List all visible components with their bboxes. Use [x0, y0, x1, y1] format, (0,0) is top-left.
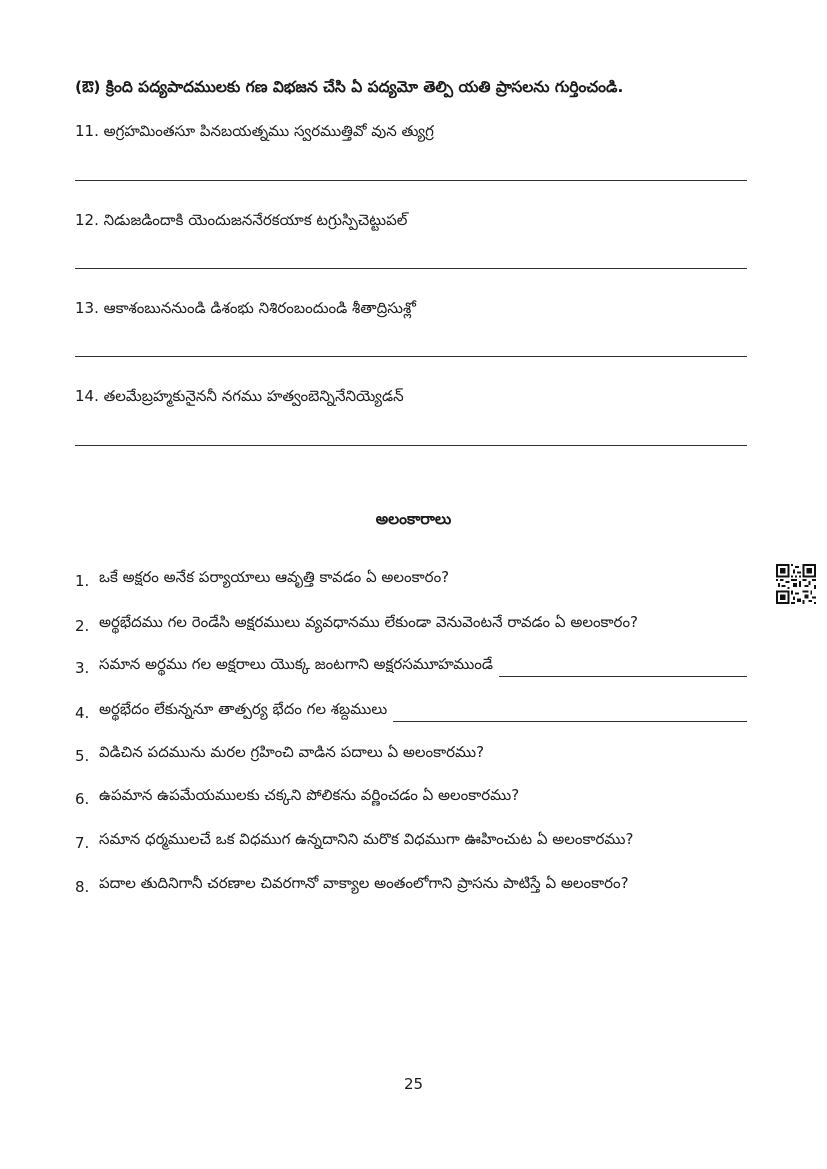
- question-12: [75, 211, 747, 233]
- answer-line[interactable]: [75, 268, 747, 269]
- answer-line[interactable]: [75, 356, 747, 357]
- item-text: ఉపమాన ఉపమేయములకు చక్కని పోలికను వర్ణించడం ఏ అలంకారము?: [99, 786, 520, 804]
- item-number: 6.: [75, 790, 90, 808]
- list-item: [75, 874, 747, 896]
- answer-line[interactable]: [75, 180, 747, 181]
- answer-line[interactable]: [75, 445, 747, 446]
- list-item: [75, 568, 747, 590]
- item-text: సమాన ధర్మములచే ఒక విధముగ ఉన్నదానిని మరొక విధముగా ఊహించుట ఏ అలంకారము?: [99, 830, 634, 848]
- item-number: 2.: [75, 617, 90, 635]
- item-number: 5.: [75, 747, 90, 765]
- item-number: 7.: [75, 834, 90, 852]
- question-text: 13. ఆకాశంబుననుండి డిశంభు నిశిరంబందుండి శీతాద్రిసుశ్లో: [75, 299, 416, 317]
- list-item: [75, 743, 747, 765]
- question-13: [75, 299, 747, 321]
- list-item: [75, 613, 747, 635]
- item-number: 4.: [75, 704, 90, 722]
- item-text: విడిచిన పదమును మరల గ్రహించి వాడిన పదాలు ఏ అలంకారము?: [99, 743, 485, 761]
- list-item: [75, 830, 747, 852]
- item-text: అర్థభేదం లేకున్ననూ తాత్పర్య భేదం గల శబ్దములు: [99, 700, 388, 718]
- item-text: ఒకే అక్షరం అనేక పర్యాయాలు ఆవృత్తి కావడం ఏ అలంకారం?: [99, 568, 450, 586]
- question-text: 11. అగ్రహమింతసూ పినబయత్నము స్వరముత్తివో వున త్యుగ్ర: [75, 122, 434, 140]
- item-text: పదాల తుదినిగానీ చరణాల చివరగానో వాక్యాల అంతంలోగాని ప్రాసను పాటిస్తే ఏ అలంకారం?: [99, 874, 629, 892]
- fill-in-blank[interactable]: [499, 662, 747, 677]
- item-text: అర్థభేదము గల రెండేసి అక్షరములు వ్యవధానము లేకుండా వెనువెంటనే రావడం ఏ అలంకారం?: [99, 613, 639, 631]
- item-number: 8.: [75, 878, 90, 896]
- fill-in-blank[interactable]: [393, 707, 747, 722]
- question-11: [75, 122, 747, 144]
- question-text: 14. తలమేబ్రహ్మకునైననీ నగము హత్వంబెన్నినేనియ్యెడన్: [75, 387, 404, 405]
- list-item: [75, 655, 747, 677]
- page-number: 25: [403, 1075, 424, 1093]
- question-text: 12. నిడుజడిందాకి యెందుజననేరకయాక టగ్రుస్పిచెట్టుపల్: [75, 211, 408, 229]
- list-item: [75, 786, 747, 808]
- item-number: 1.: [75, 572, 90, 590]
- item-number: 3.: [75, 659, 90, 677]
- alankaralu-heading: అలంకారాలు: [375, 510, 452, 528]
- item-text: సమాన అర్థము గల అక్షరాలు యొక్క జంటగాని అక్షరసమూహముండే: [99, 655, 493, 673]
- section-b-heading: (ఔ) క్రింది పద్యపాదములకు గణ విభజన చేసి ఏ పద్యమో తెల్పి యతి ప్రాసలను గుర్తించండి.: [75, 78, 624, 96]
- question-14: [75, 387, 747, 409]
- list-item: [75, 700, 747, 722]
- qr-code-icon[interactable]: [776, 564, 816, 604]
